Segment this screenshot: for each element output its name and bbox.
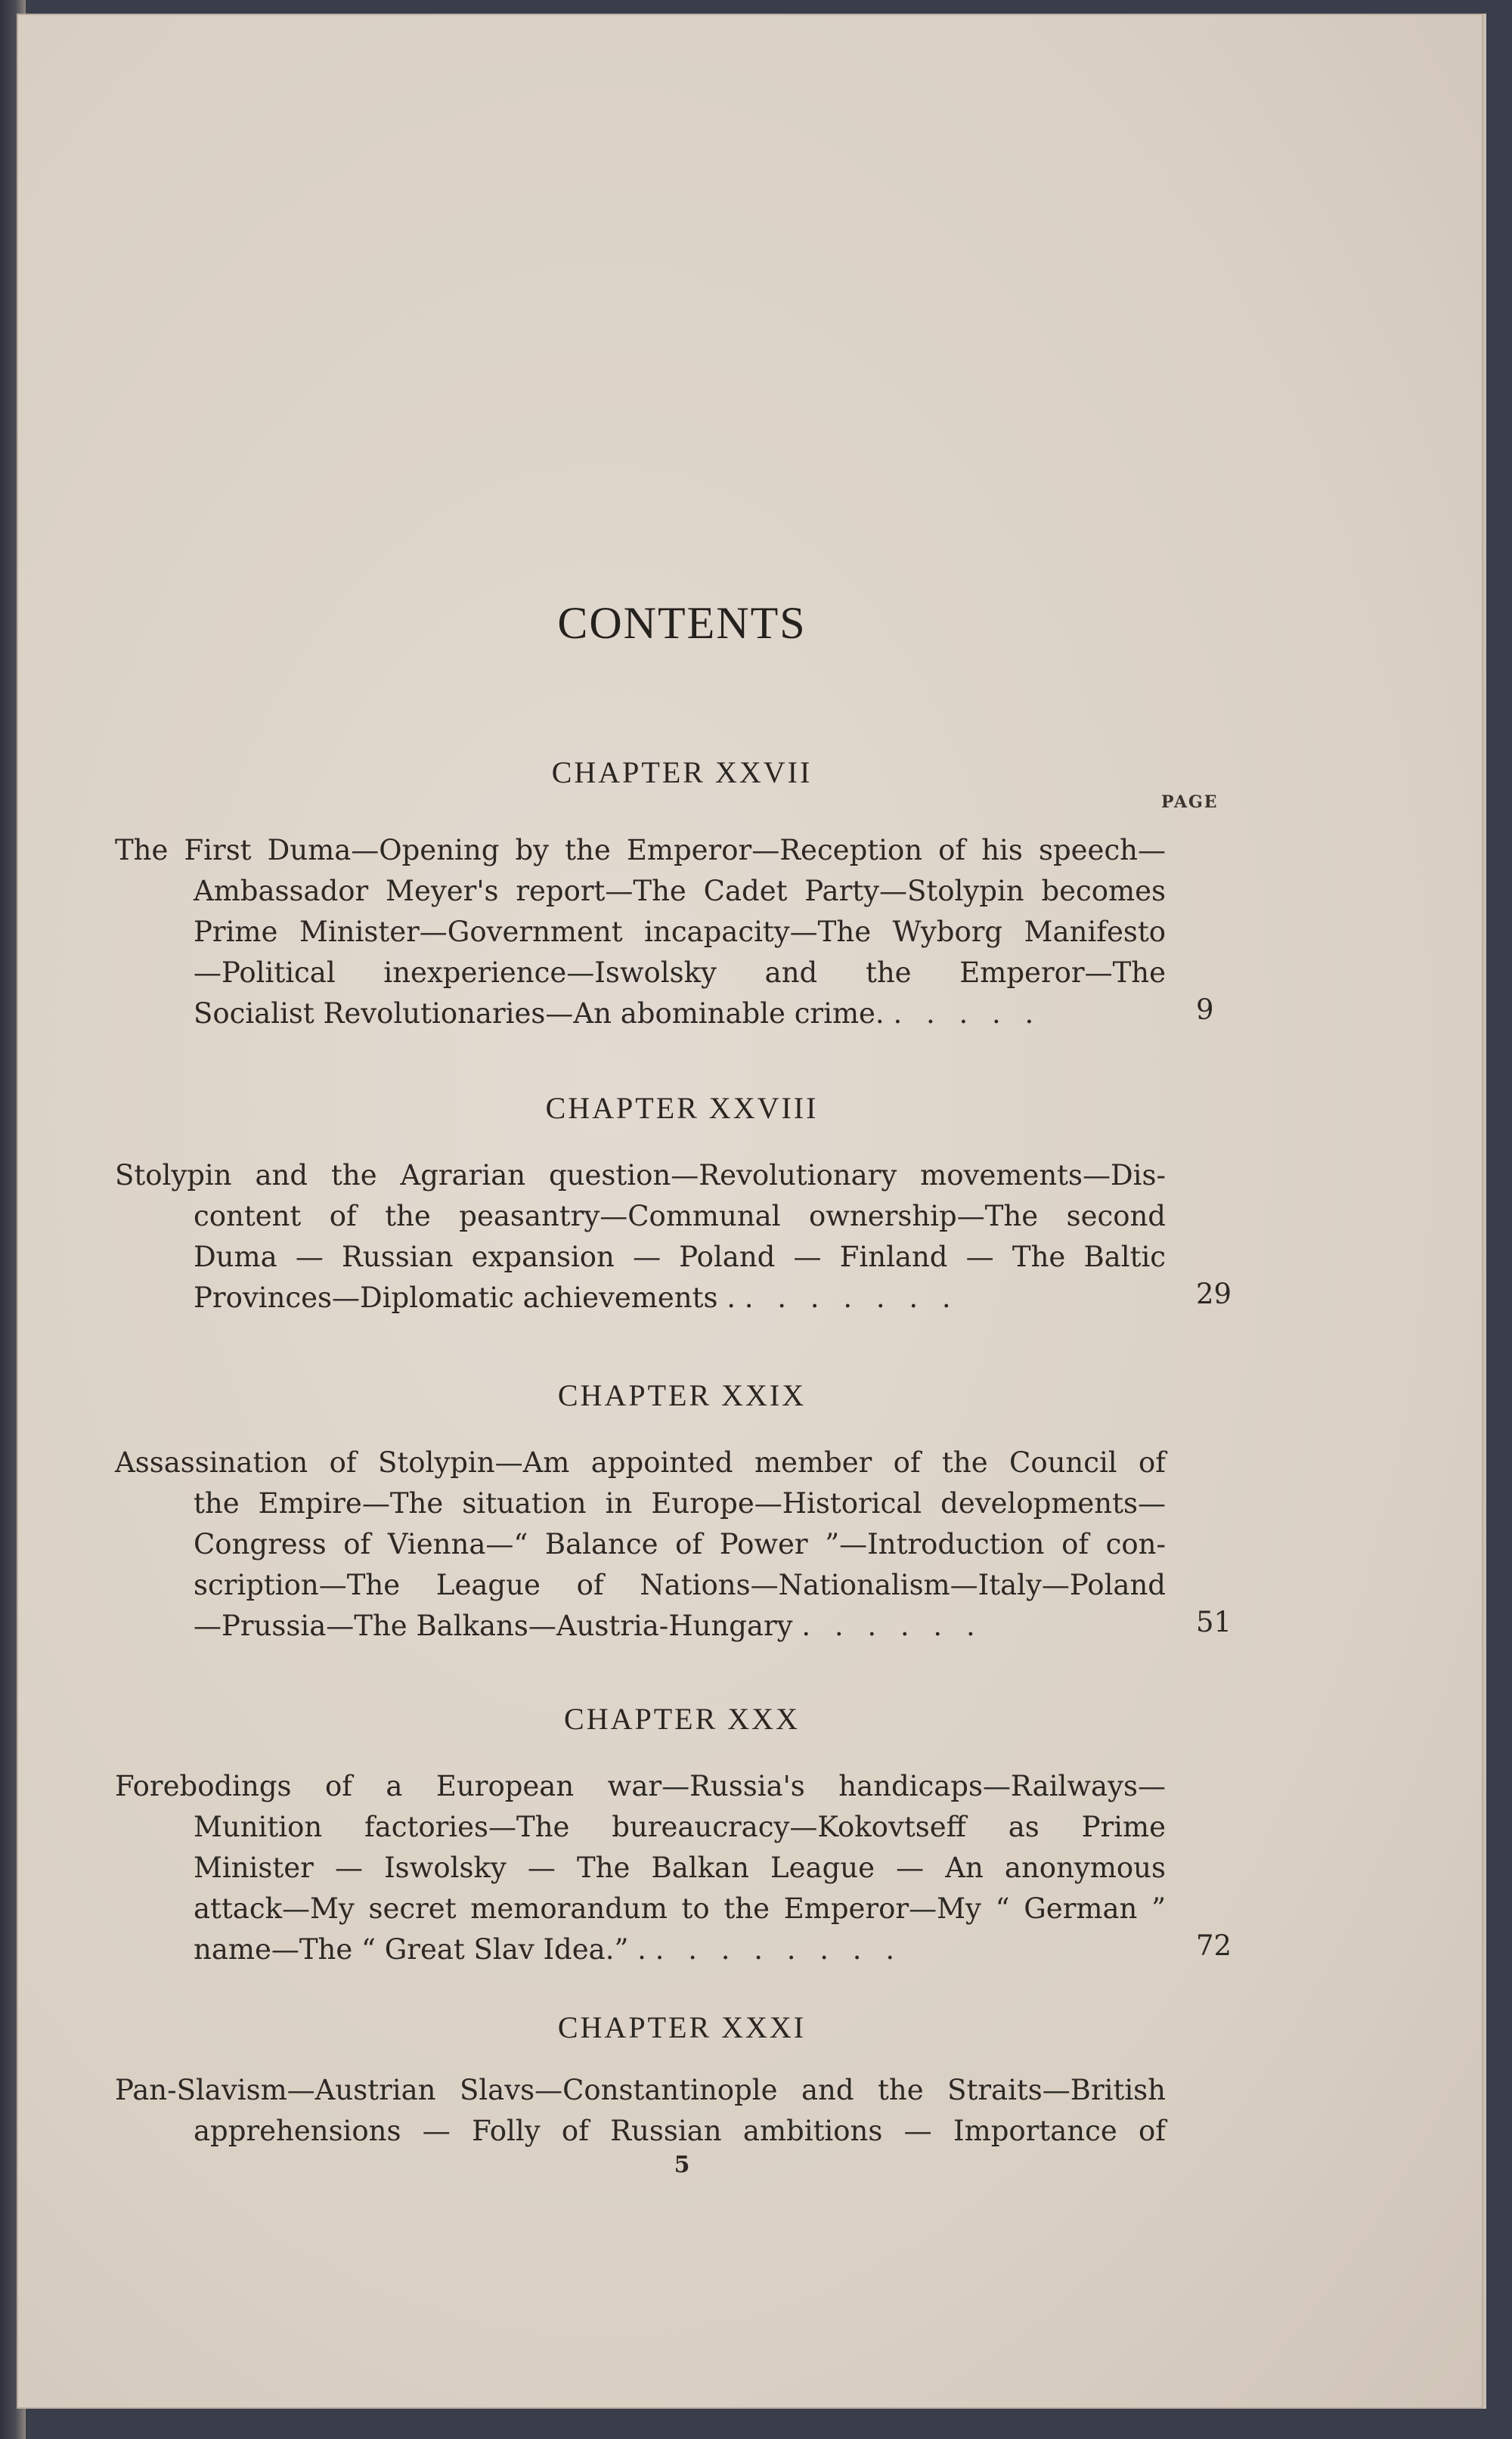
page-number-xxx: 72 <box>1196 1929 1232 1962</box>
chapter-summary-xxxi <box>115 2070 1166 2152</box>
page-column-label: PAGE <box>1161 792 1219 812</box>
chapter-summary-xxvii <box>115 830 1166 1034</box>
page-number-xxvii: 9 <box>1196 993 1214 1026</box>
leader-dots: . . . . . . . <box>744 1281 959 1314</box>
chapter-heading-xxx: CHAPTER XXX <box>564 1702 800 1736</box>
page-number-xxix: 51 <box>1196 1606 1232 1638</box>
summary-line-text: —Prussia—The Balkans—Austria-Hungary <box>194 1610 793 1642</box>
summary-line: Duma — Russian expansion — Poland — Finland — The Baltic <box>194 1241 1166 1273</box>
summary-line: attack—My secret memorandum to the Emperor—My “ German ” <box>194 1892 1166 1925</box>
leader-dots: . . . . . <box>893 997 1042 1030</box>
summary-line: content of the peasantry—Communal ownership—The second <box>194 1200 1166 1232</box>
chapter-heading-xxxi: CHAPTER XXXI <box>557 2010 807 2044</box>
summary-line: the Empire—The situation in Europe—Historical developments— <box>194 1487 1166 1520</box>
summary-line: apprehensions — Folly of Russian ambitions — Importance of <box>194 2115 1166 2147</box>
chapter-summary-xxviii <box>115 1155 1166 1319</box>
summary-line: Munition factories—The bureaucracy—Kokovtseff as Prime <box>194 1811 1166 1843</box>
page-title: CONTENTS <box>557 598 807 648</box>
summary-line-last <box>194 1929 1166 1970</box>
summary-line: scription—The League of Nations—Nationalism—Italy—Poland <box>194 1569 1166 1601</box>
chapter-heading-xxix: CHAPTER XXIX <box>557 1378 807 1412</box>
leader-dots: . . . . . . <box>801 1610 983 1642</box>
summary-line: The First Duma—Opening by the Emperor—Reception of his speech— <box>115 834 1166 866</box>
summary-line: Stolypin and the Agrarian question—Revolutionary movements—Dis- <box>115 1159 1166 1192</box>
summary-line: Prime Minister—Government incapacity—The Wyborg Manifesto <box>194 916 1166 948</box>
summary-line: —Political inexperience—Iswolsky and the Emperor—The <box>194 956 1166 989</box>
summary-line: Congress of Vienna—“ Balance of Power ”—Introduction of con- <box>194 1528 1166 1560</box>
chapter-heading-xxvii: CHAPTER XXVII <box>551 755 813 789</box>
chapter-summary-xxx <box>115 1766 1166 1970</box>
page-number-xxviii: 29 <box>1196 1278 1232 1310</box>
summary-line-text: Socialist Revolutionaries—An abominable crime. <box>194 997 885 1030</box>
leader-dots: . . . . . . . . <box>655 1933 903 1966</box>
chapter-heading-xxviii: CHAPTER XXVIII <box>545 1091 819 1125</box>
summary-line: Forebodings of a European war—Russia's handicaps—Railways— <box>115 1770 1166 1802</box>
summary-line: Assassination of Stolypin—Am appointed member of the Council of <box>115 1446 1166 1479</box>
summary-line-last <box>194 993 1166 1034</box>
summary-line: Pan-Slavism—Austrian Slavs—Constantinople and the Straits—British <box>115 2074 1166 2106</box>
chapter-summary-xxix <box>115 1443 1166 1647</box>
summary-line-text: Provinces—Diplomatic achievements . <box>194 1281 736 1314</box>
summary-line: Ambassador Meyer's report—The Cadet Party—Stolypin becomes <box>194 875 1166 907</box>
summary-line-last <box>194 1606 1166 1647</box>
book-page <box>17 14 1486 2409</box>
summary-line: Minister — Iswolsky — The Balkan League — An anonymous <box>194 1852 1166 1884</box>
folio-page-number: 5 <box>674 2152 690 2178</box>
summary-line-last <box>194 1278 1166 1319</box>
summary-line-text: name—The “ Great Slav Idea.” . <box>194 1933 646 1966</box>
